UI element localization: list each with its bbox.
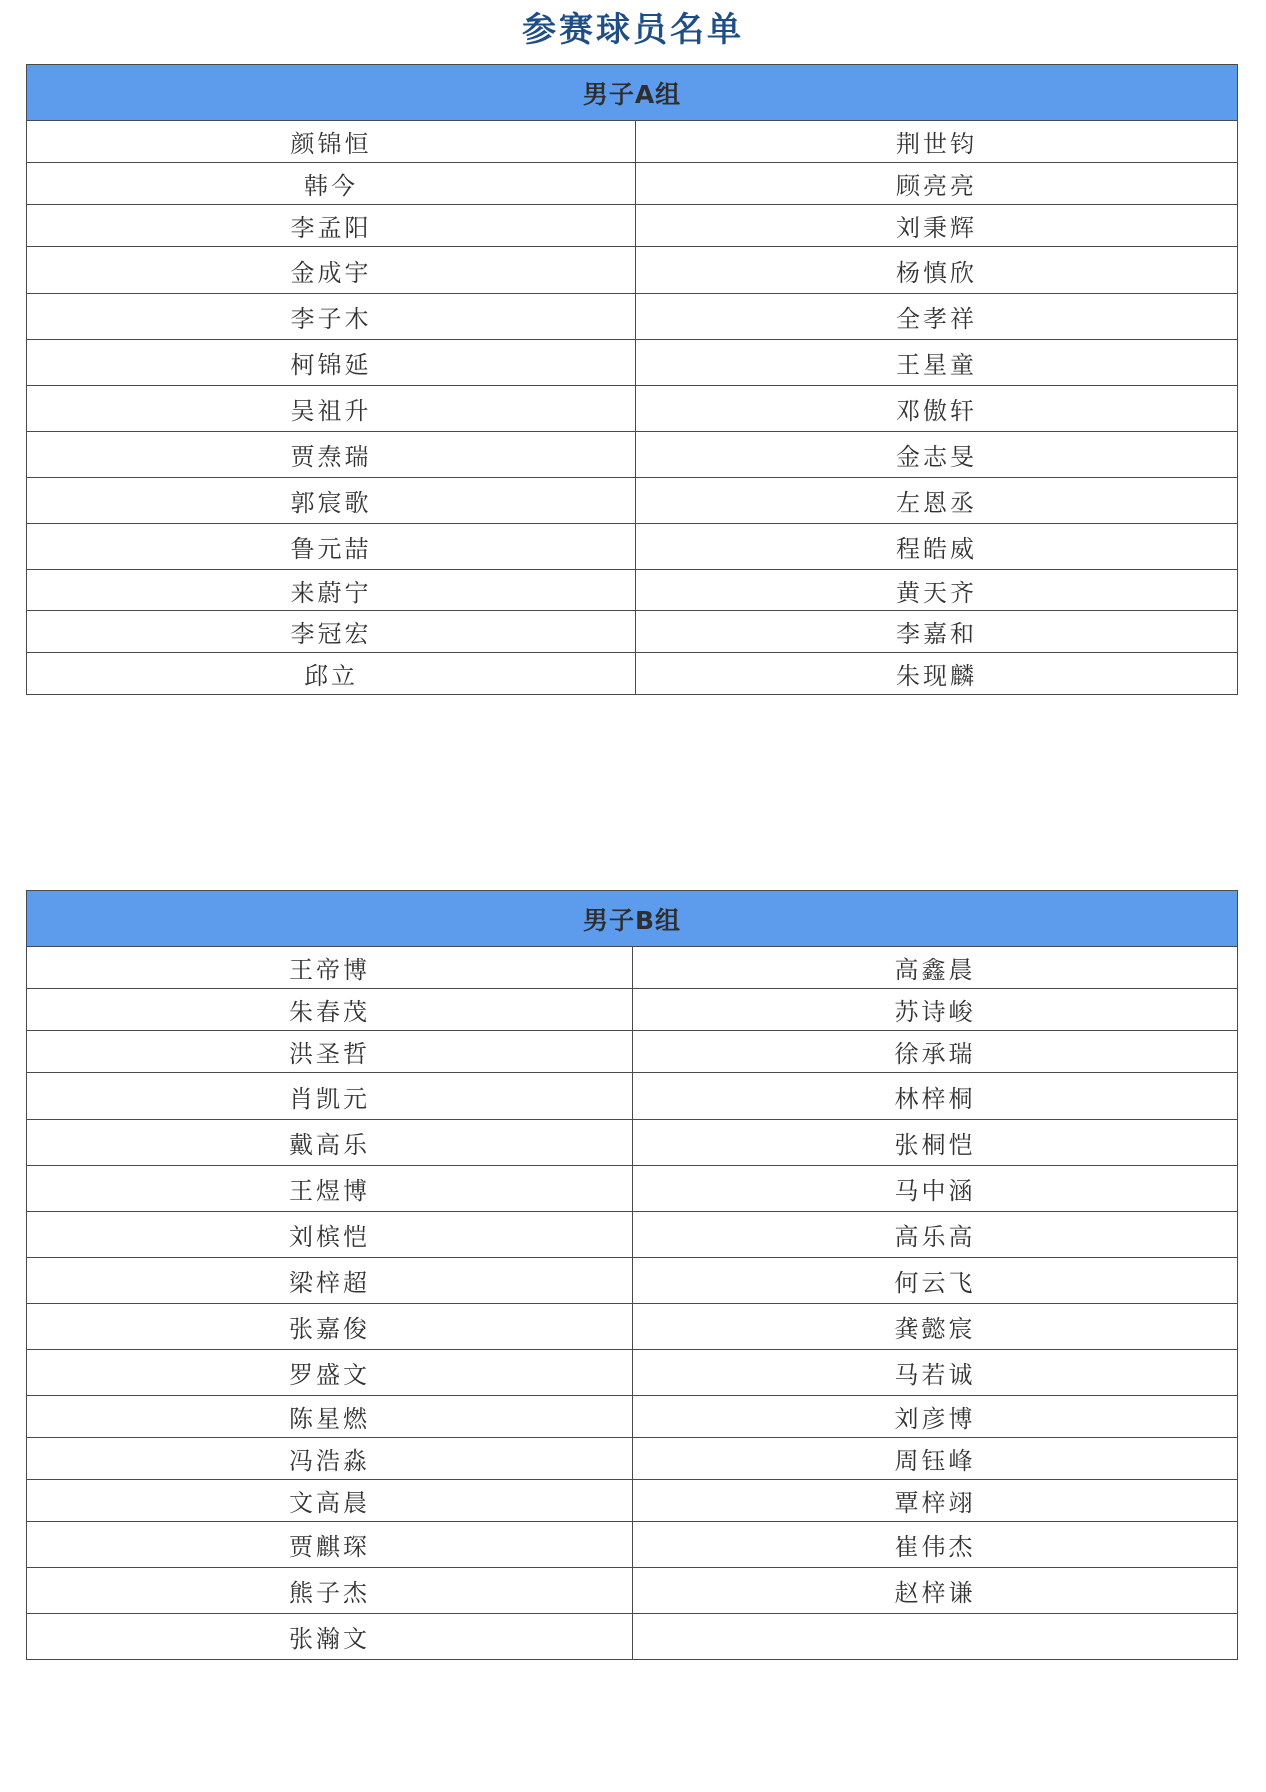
- player-name-cell: 何云飞: [633, 1258, 1238, 1304]
- player-name-cell: 王帝博: [27, 947, 633, 989]
- player-name-cell: 徐承瑞: [633, 1031, 1238, 1073]
- table-row: [27, 432, 1238, 478]
- player-name-cell: 左恩丞: [636, 478, 1238, 524]
- table-row: [27, 1480, 1238, 1522]
- group-b-header-row: [27, 891, 1238, 947]
- player-name-cell: 马中涵: [633, 1166, 1238, 1212]
- player-name-cell: 李冠宏: [27, 611, 636, 653]
- group-a-header-row: [27, 65, 1238, 121]
- table-row: [27, 1304, 1238, 1350]
- player-name-cell: 来蔚宁: [27, 570, 636, 611]
- table-row: [27, 1031, 1238, 1073]
- table-row: [27, 570, 1238, 611]
- player-name-cell: 刘彦博: [633, 1396, 1238, 1438]
- table-row: [27, 1568, 1238, 1614]
- player-name-cell: 刘秉辉: [636, 205, 1238, 247]
- player-name-cell: 鲁元喆: [27, 524, 636, 570]
- player-name-cell: 刘槟恺: [27, 1212, 633, 1258]
- player-name-cell: 张瀚文: [27, 1614, 633, 1660]
- table-row: [27, 1522, 1238, 1568]
- table-row: [27, 294, 1238, 340]
- player-name-cell: 马若诚: [633, 1350, 1238, 1396]
- page-title: 参赛球员名单: [522, 10, 744, 50]
- table-row: [27, 611, 1238, 653]
- player-name-cell: [633, 1614, 1238, 1660]
- table-row: [27, 386, 1238, 432]
- player-name-cell: 邱立: [27, 653, 636, 695]
- player-name-cell: 高乐高: [633, 1212, 1238, 1258]
- group-a-header: 男子A组: [27, 65, 1238, 121]
- player-name-cell: 高鑫晨: [633, 947, 1238, 989]
- player-name-cell: 柯锦延: [27, 340, 636, 386]
- player-name-cell: 程皓威: [636, 524, 1238, 570]
- player-name-cell: 韩今: [27, 163, 636, 205]
- player-name-cell: 冯浩淼: [27, 1438, 633, 1480]
- table-row: [27, 121, 1238, 163]
- player-name-cell: 郭宸歌: [27, 478, 636, 524]
- player-name-cell: 王煜博: [27, 1166, 633, 1212]
- player-name-cell: 李孟阳: [27, 205, 636, 247]
- player-name-cell: 龚懿宸: [633, 1304, 1238, 1350]
- table-row: [27, 1166, 1238, 1212]
- group-b-header: 男子B组: [27, 891, 1238, 947]
- table-row: [27, 1212, 1238, 1258]
- player-name-cell: 梁梓超: [27, 1258, 633, 1304]
- table-row: [27, 205, 1238, 247]
- player-name-cell: 王星童: [636, 340, 1238, 386]
- table-row: [27, 1350, 1238, 1396]
- player-name-cell: 熊子杰: [27, 1568, 633, 1614]
- group-a-body: [27, 121, 1238, 695]
- player-name-cell: 杨慎欣: [636, 247, 1238, 294]
- table-row: [27, 247, 1238, 294]
- player-name-cell: 赵梓谦: [633, 1568, 1238, 1614]
- player-name-cell: 文高晨: [27, 1480, 633, 1522]
- player-name-cell: 邓傲轩: [636, 386, 1238, 432]
- player-name-cell: 覃梓翊: [633, 1480, 1238, 1522]
- table-row: [27, 653, 1238, 695]
- player-name-cell: 肖凯元: [27, 1073, 633, 1120]
- table-row: [27, 340, 1238, 386]
- table-row: [27, 947, 1238, 989]
- player-name-cell: 贾焘瑞: [27, 432, 636, 478]
- table-row: [27, 1614, 1238, 1660]
- player-name-cell: 周钰峰: [633, 1438, 1238, 1480]
- group-b-body: [27, 947, 1238, 1660]
- player-name-cell: 荆世钧: [636, 121, 1238, 163]
- player-name-cell: 苏诗峻: [633, 989, 1238, 1031]
- player-name-cell: 张嘉俊: [27, 1304, 633, 1350]
- player-name-cell: 黄天齐: [636, 570, 1238, 611]
- player-name-cell: 罗盛文: [27, 1350, 633, 1396]
- player-name-cell: 张桐恺: [633, 1120, 1238, 1166]
- table-row: [27, 1258, 1238, 1304]
- table-row: [27, 478, 1238, 524]
- player-name-cell: 顾亮亮: [636, 163, 1238, 205]
- table-row: [27, 1073, 1238, 1120]
- player-name-cell: 林梓桐: [633, 1073, 1238, 1120]
- table-row: [27, 524, 1238, 570]
- player-name-cell: 颜锦恒: [27, 121, 636, 163]
- player-name-cell: 崔伟杰: [633, 1522, 1238, 1568]
- player-name-cell: 李子木: [27, 294, 636, 340]
- group-a-table: [26, 64, 1238, 695]
- table-row: [27, 1120, 1238, 1166]
- table-row: [27, 1438, 1238, 1480]
- player-name-cell: 吴祖升: [27, 386, 636, 432]
- table-row: [27, 163, 1238, 205]
- player-name-cell: 金成宇: [27, 247, 636, 294]
- player-name-cell: 朱春茂: [27, 989, 633, 1031]
- player-name-cell: 陈星燃: [27, 1396, 633, 1438]
- player-name-cell: 李嘉和: [636, 611, 1238, 653]
- player-name-cell: 全孝祥: [636, 294, 1238, 340]
- player-name-cell: 金志旻: [636, 432, 1238, 478]
- player-name-cell: 洪圣哲: [27, 1031, 633, 1073]
- player-name-cell: 戴高乐: [27, 1120, 633, 1166]
- group-b-table: [26, 890, 1238, 1660]
- player-name-cell: 朱现麟: [636, 653, 1238, 695]
- table-row: [27, 1396, 1238, 1438]
- player-name-cell: 贾麒琛: [27, 1522, 633, 1568]
- table-row: [27, 989, 1238, 1031]
